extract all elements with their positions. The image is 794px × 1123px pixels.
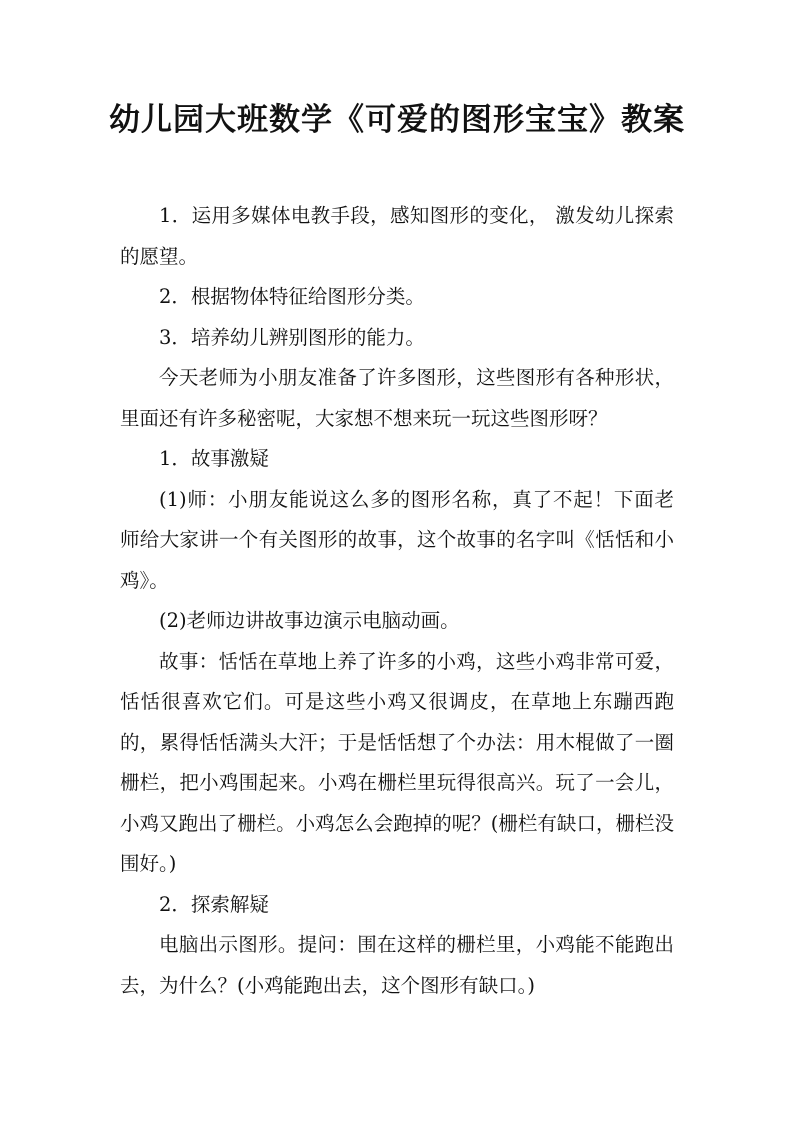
objective-2-paragraph: 2．根据物体特征给图形分类。 <box>159 285 425 308</box>
section-heading-explore: 2．探索解疑 <box>159 892 269 916</box>
document-body <box>120 196 674 1006</box>
objective-1-paragraph: 1．运用多媒体电教手段，感知图形的变化， 激发幼儿探索的愿望。 <box>120 204 674 268</box>
step-1-paragraph: (1)师：小朋友能说这么多的图形名称，真了不起！下面老师给大家讲一个有关图形的故事，这个故事的名字叫《恬恬和小鸡》。 <box>120 487 674 592</box>
intro-paragraph: 今天老师为小朋友准备了许多图形，这些图形有各种形状，里面还有许多秘密呢，大家想不想来玩一玩这些图形呀？ <box>120 366 674 430</box>
objective-3-paragraph: 3．培养幼儿辨别图形的能力。 <box>159 325 425 349</box>
question-paragraph: 电脑出示图形。提问：围在这样的栅栏里，小鸡能不能跑出去，为什么？(小鸡能跑出去，这个图形有缺口。) <box>120 933 674 997</box>
step-2-paragraph: (2)老师边讲故事边演示电脑动画。 <box>159 609 460 632</box>
document-title: 幼儿园大班数学《可爱的图形宝宝》教案 <box>109 102 685 138</box>
story-paragraph: 故事：恬恬在草地上养了许多的小鸡，这些小鸡非常可爱，恬恬很喜欢它们。可是这些小鸡又很调皮，在草地上东蹦西跑的，累得恬恬满头大汗；于是恬恬想了个办法：用木棍做了一圈栅栏，把小鸡围起来。小鸡在栅栏里玩得很高兴。玩了一会儿，小鸡又跑出了栅栏。小鸡怎么会跑掉的呢？(栅栏有缺口，栅栏没围好。) <box>120 649 674 875</box>
section-heading-story: 1．故事激疑 <box>159 447 269 470</box>
